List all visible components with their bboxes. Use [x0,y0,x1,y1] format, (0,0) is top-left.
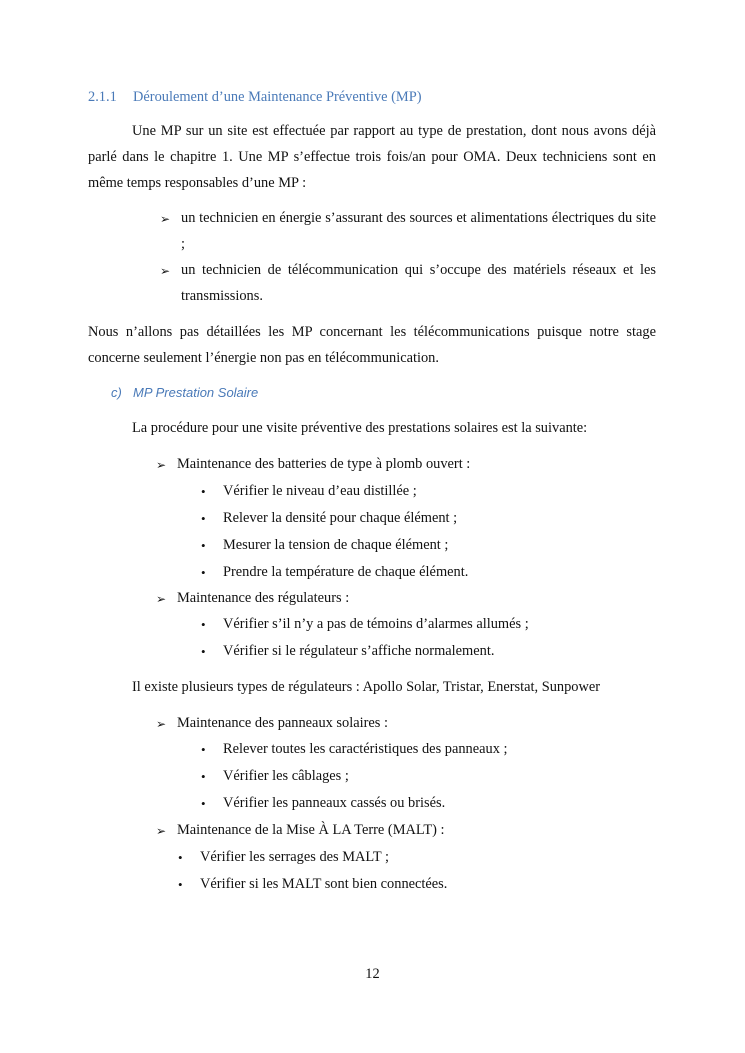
bullet-icon: • [201,742,206,757]
subsection-letter: c) [111,385,122,400]
bullet-icon: • [201,511,206,526]
arrow-bullet-icon: ➢ [160,212,171,226]
arrow-bullet-icon: ➢ [156,824,167,838]
note-paragraph: Nous n’allons pas détaillées les MP concernant les télécommunications puisque notre stage concerne seulement l’énergie non pas en télécommunication. [88,324,656,366]
regulators-title: Maintenance des régulateurs : [177,590,350,606]
bullet-icon: • [178,850,183,865]
list-item: Vérifier les panneaux cassés ou brisés. [223,795,446,811]
page-number: 12 [365,966,380,982]
malt-title: Maintenance de la Mise À LA Terre (MALT) : [177,822,445,838]
bullet-icon: • [201,484,206,499]
bullet-icon: • [201,644,206,659]
list-item: Prendre la température de chaque élément. [223,564,469,580]
regulator-types: Il existe plusieurs types de régulateurs : Apollo Solar, Tristar, Enerstat, Sunpower [132,679,601,695]
bullet-icon: • [178,877,183,892]
list-item: Vérifier les serrages des MALT ; [200,849,390,865]
bullet-icon: • [201,617,206,632]
arrow-bullet-icon: ➢ [156,592,167,606]
bullet-icon: • [201,769,206,784]
list-item: Vérifier si les MALT sont bien connectées. [200,876,448,892]
list-item: Relever toutes les caractéristiques des panneaux ; [223,741,508,757]
list-item: Vérifier le niveau d’eau distillée ; [223,483,417,499]
procedure-intro: La procédure pour une visite préventive des prestations solaires est la suivante: [132,420,588,436]
technician-item: un technicien de télécommunication qui s’occupe des matériels réseaux et les transmissions. [181,262,656,304]
intro-paragraph: Une MP sur un site est effectuée par rapport au type de prestation, dont nous avons déjà parlé dans le chapitre 1. Une MP s’effectue trois fois/an pour OMA. Deux techniciens sont en même temps responsables d’une MP : [88,123,656,191]
bullet-icon: • [201,796,206,811]
bullet-icon: • [201,538,206,553]
batteries-title: Maintenance des batteries de type à plomb ouvert : [177,456,471,472]
arrow-bullet-icon: ➢ [160,264,171,278]
section-title: Déroulement d’une Maintenance Préventive (MP) [133,89,422,105]
section-heading [88,89,422,106]
list-item: Vérifier les câblages ; [223,768,349,784]
bullet-icon: • [201,565,206,580]
panels-title: Maintenance des panneaux solaires : [177,715,388,731]
list-item: Vérifier s’il n’y a pas de témoins d’alarmes allumés ; [223,616,529,632]
subsection-heading [111,385,258,400]
list-item: Vérifier si le régulateur s’affiche normalement. [223,643,495,659]
subsection-title: MP Prestation Solaire [133,385,259,400]
list-item: Relever la densité pour chaque élément ; [223,510,458,526]
technician-item: un technicien en énergie s’assurant des sources et alimentations électriques du site ; [181,210,656,252]
arrow-bullet-icon: ➢ [156,717,167,731]
arrow-bullet-icon: ➢ [156,458,167,472]
section-number: 2.1.1 [88,89,117,105]
list-item: Mesurer la tension de chaque élément ; [223,537,449,553]
